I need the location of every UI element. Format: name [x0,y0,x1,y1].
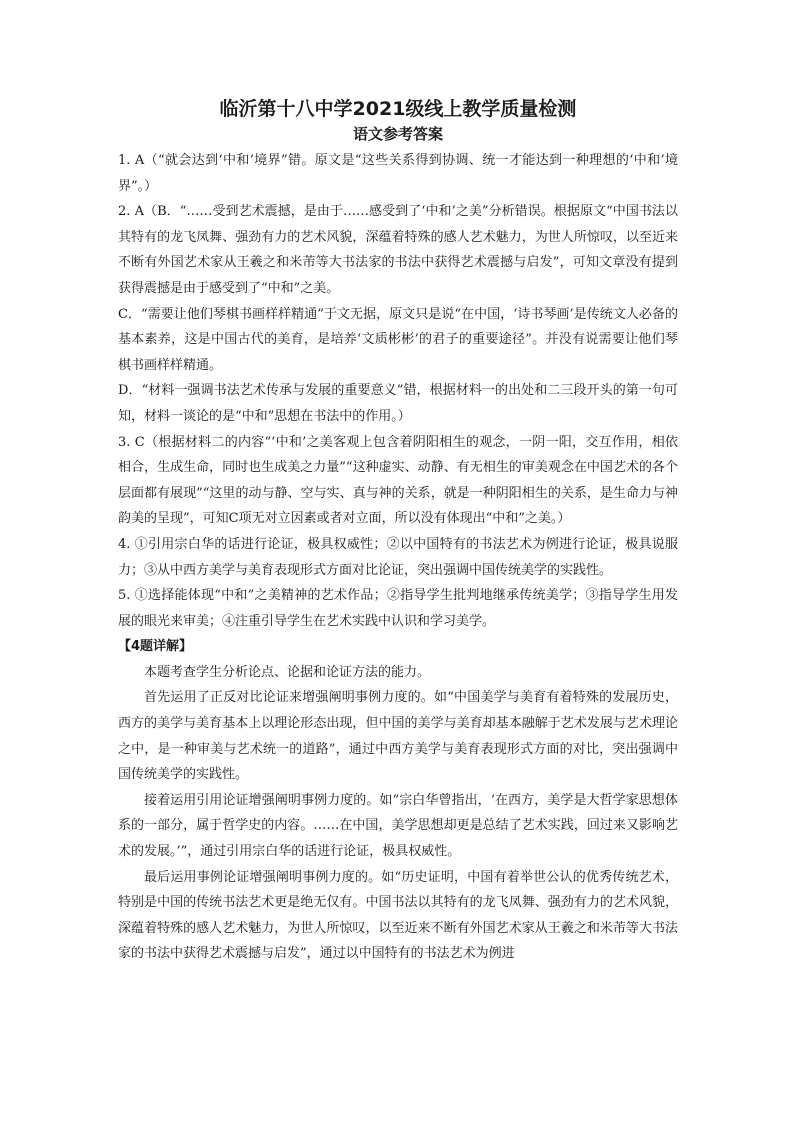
answer-5: 5. ①选择能体现“中和”之美精神的艺术作品；②指导学生批判地继承传统美学；③指导学生用发展的眼光来审美；④注重引导学生在艺术实践中认识和学习美学。 [118,588,678,629]
answer-3: 3. C（根据材料二的内容“‘中和’之美客观上包含着阴阳相生的观念，一阴一阳，交互作用，相依相合，生成生命，同时也生成美之力量”“这种虚实、动静、有无相生的审美观念在中国艺术的各个层面都有展现”“这里的动与静、空与实、真与神的关系，就是一种阴阳相生的关系，是生命力与神韵美的呈现”，可知C项无对立因素或者对立面，所以没有体现出“中和”之美。） [118,434,678,527]
answer-2: 2. A（B．“……受到艺术震撼，是由于……感受到了‘中和’之美”分析错误。根据原文“中国书法以其特有的龙飞凤舞、强劲有力的艺术风貌，深蕴着特殊的感人艺术魅力，为世人所惊叹，以至近来不断有外国艺术家从王羲之和米芾等大书法家的书法中获得艺术震撼与启发”，可知文章没有提到获得震撼是由于感受到了“中和”之美。 [118,204,678,296]
page-title: 临沂第十八中学2021级线上教学质量检测 [219,98,577,120]
detail-paragraph: 本题考查学生分析论点、论据和论证方法的能力。 [144,664,431,680]
answer-1: 1. A（“就会达到‘中和’境界”错。原文是“这些关系得到协调、统一才能达到一种理想的‘中和’境界”。） [118,153,678,194]
page-subtitle: 语文参考答案 [352,125,443,143]
detail-paragraph: 首先运用了正反对比论证来增强阐明事例力度的。如“中国美学与美育有着特殊的发展历史，西方的美学与美育基本上以理论形态出现，但中国的美学与美育却基本融解于艺术发展与艺术理论之中，是一种审美与艺术统一的道路”，通过中西方美学与美育表现形式方面的对比，突出强调中国传统美学的实践性。 [118,690,678,783]
answer-sheet-page [118,96,678,967]
detail-paragraph: 最后运用事例论证增强阐明事例力度的。如“历史证明，中国有着举世公认的优秀传统艺术，特别是中国的传统书法艺术更是绝无仅有。中国书法以其特有的龙飞凤舞、强劲有力的艺术风貌，深蕴着特殊的感人艺术魅力，为世人所惊叹，以至近来不断有外国艺术家从王羲之和米芾等大书法家的书法中获得艺术震撼与启发”，通过以中国特有的书法艺术为例进 [118,869,678,962]
detail-paragraph: 接着运用引用论证增强阐明事例力度的。如“宗白华曾指出，‘在西方，美学是大哲学家思想体系的一部分，属于哲学史的内容。……在中国，美学思想却更是总结了艺术实践，回过来又影响艺术的发展。’”，通过引用宗白华的话进行论证，极具权威性。 [118,792,678,860]
answer-4: 4. ①引用宗白华的话进行论证，极具权威性；②以中国特有的书法艺术为例进行论证，极具说服力；③从中西方美学与美育表现形式方面对比论证，突出强调中国传统美学的实践性。 [118,536,678,578]
answer-2-option-d: D．“材料一强调书法艺术传承与发展的重要意义”错，根据材料一的出处和二三段开头的第一句可知，材料一谈论的是“中和”思想在书法中的作用。） [118,383,678,424]
section-heading-q4-detail: 【4题详解】 [118,639,193,655]
answer-2-option-c: C．“需要让他们琴棋书画样样精通”于文无据，原文只是说“在中国，‘诗书琴画’是传统文人必备的基本素养，这是中国古代的美育，是培养‘文质彬彬’的君子的重要途径”。并没有说需要让他们琴棋书画样样精通。 [118,306,678,373]
